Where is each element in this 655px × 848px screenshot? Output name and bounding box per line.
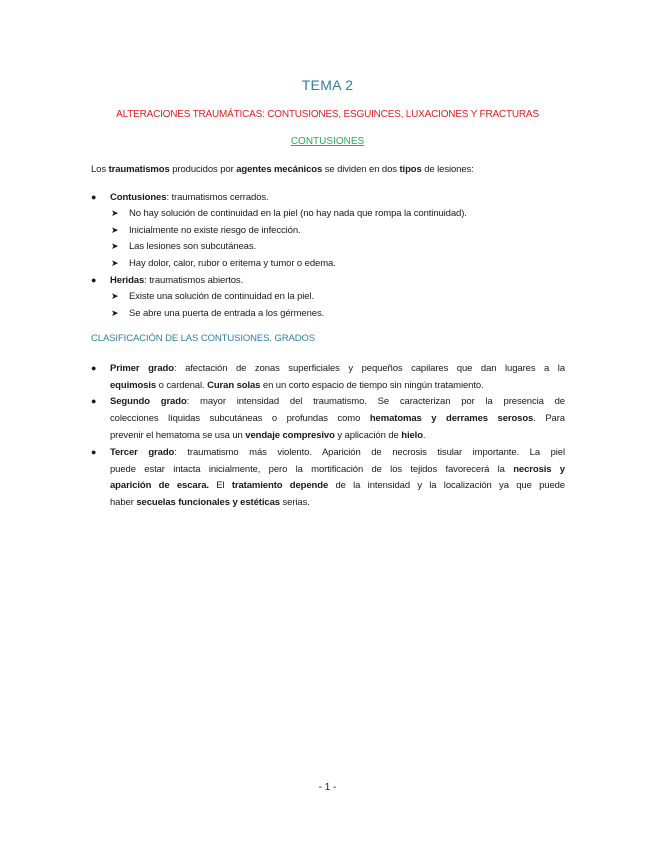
text-span: : traumatismos cerrados. [166,192,269,203]
grado-tercer-line [110,464,565,475]
bold-span: Tercer grado [110,447,175,458]
text-span: colecciones líquidas subcutáneas o profundas como [110,413,370,424]
section-heading-contusiones: CONTUSIONES [290,136,365,147]
grado-segundo-line [110,430,425,441]
grado-tercer-line [110,447,565,458]
text-span: . [422,430,426,441]
bold-span: Heridas [110,275,145,286]
text-span: producidos por [169,164,237,175]
bold-span: necrosis y [513,464,565,475]
page-title: TEMA 2 [301,77,354,93]
arrow-bullet-icon: ➤ [111,291,119,301]
intro-paragraph [91,164,474,175]
bold-span: secuelas funcionales y estéticas [136,497,280,508]
text-span: serias. [279,497,310,508]
bold-span: vendaje compresivo [245,430,335,441]
list-item: Hay dolor, calor, rubor o eritema y tumor o edema. [129,258,336,269]
bold-span: hielo [401,430,423,441]
text-span: prevenir el hematoma se usa un [110,430,246,441]
text-span: en un corto espacio de tiempo sin ningún tratamiento. [260,380,484,391]
text-span: : mayor intensidad del traumatismo. Se caracterizan por la presencia de [186,396,565,407]
arrow-bullet-icon: ➤ [111,241,119,251]
text-span: y aplicación de [334,430,402,441]
text-span: se dividen en dos [322,164,400,175]
text-span: Los [91,164,109,175]
page-number: - 1 - [318,782,337,793]
text-span: : traumatismos abiertos. [144,275,244,286]
text-span: haber [110,497,137,508]
list-item: Inicialmente no existe riesgo de infección. [129,225,301,236]
bullet-icon: ● [91,447,97,457]
bullet-icon: ● [91,192,97,202]
bold-span: equimosis [110,380,157,391]
text-span: de lesiones: [421,164,474,175]
text-span: de la intensidad y la localización ya que puede [328,480,565,491]
list-item: Existe una solución de continuidad en la piel. [129,291,315,302]
bold-span: tratamiento depende [231,480,329,491]
bold-span: tipos [399,164,422,175]
text-span: : afectación de zonas superficiales y pequeños capilares que dan lugares a la [173,363,565,374]
bullet-icon: ● [91,396,97,406]
grado-tercer-line [110,497,310,508]
grado-segundo-line [110,413,565,424]
text-span: puede estar intacta inicialmente, pero la mortificación de los tejidos favorecerá la [110,464,514,475]
bold-span: traumatismos [108,164,170,175]
grado-primer-line [110,363,565,374]
grado-tercer-line [110,480,565,491]
text-span: El [208,480,232,491]
section-heading-clasificacion: CLASIFICACIÓN DE LAS CONTUSIONES. GRADOS [91,333,316,344]
grado-segundo-line [110,396,565,407]
list-item-heridas [110,275,243,286]
arrow-bullet-icon: ➤ [111,208,119,218]
bold-span: agentes mecánicos [236,164,323,175]
list-item: No hay solución de continuidad en la piel (no hay nada que rompa la continuidad). [129,208,467,219]
arrow-bullet-icon: ➤ [111,258,119,268]
document-subtitle: ALTERACIONES TRAUMÁTICAS: CONTUSIONES, ESGUINCES, LUXACIONES Y FRACTURAS [116,109,539,120]
bold-span: Segundo grado [110,396,187,407]
list-item: Se abre una puerta de entrada a los gérmenes. [129,308,325,319]
bold-span: Curan solas [207,380,261,391]
bullet-icon: ● [91,275,97,285]
arrow-bullet-icon: ➤ [111,225,119,235]
bold-span: aparición de escara. [110,480,209,491]
grado-primer-line [110,380,484,391]
bold-span: Contusiones [110,192,167,203]
bullet-icon: ● [91,363,97,373]
bold-span: Primer grado [110,363,174,374]
list-item-contusiones [110,192,269,203]
list-item: Las lesiones son subcutáneas. [129,241,257,252]
arrow-bullet-icon: ➤ [111,308,119,318]
text-span: o cardenal. [156,380,208,391]
text-span: : traumatismo más violento. Aparición de necrosis tisular importante. La piel [174,447,566,458]
text-span: . Para [533,413,565,424]
bold-span: hematomas y derrames serosos [369,413,534,424]
